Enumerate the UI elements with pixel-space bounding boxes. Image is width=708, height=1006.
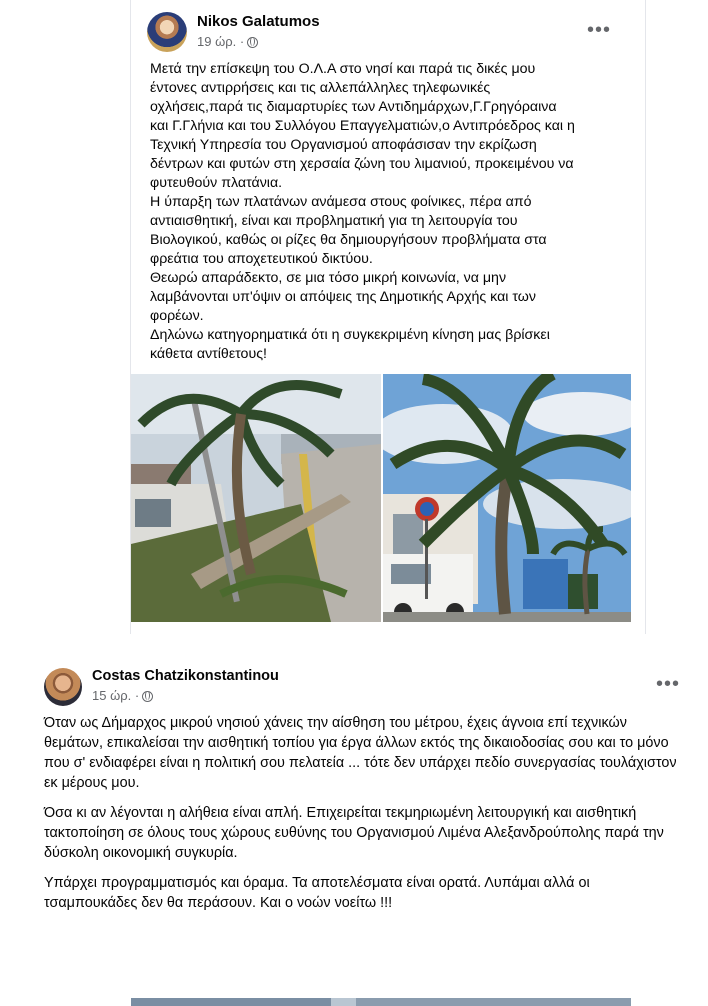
post-timestamp[interactable]: 19 ώρ. · (197, 34, 258, 49)
avatar[interactable] (147, 12, 187, 52)
more-dots-icon[interactable]: ••• (655, 673, 680, 695)
comment-costas (0, 650, 708, 924)
globe-icon (142, 691, 153, 702)
author-name[interactable]: Nikos Galatumos (197, 13, 320, 30)
globe-icon (247, 37, 258, 48)
more-dots-icon[interactable]: ••• (586, 19, 611, 41)
paragraph: Όταν ως Δήμαρχος μικρού νησιού χάνεις την αίσθηση του μέτρου, έχεις άγνοια επί τεχνικών θεμάτων, επικαλείσαι την αισθητική τοπίου για έργα άλλων εκτός της δικαιοδοσίας σου και το μόνο που σ' ενδιαφέρει είναι η πολιτική σου πελατεία ... τότε δεν υπάρχει πεδίο συνεργασίας τουλάχιστον εκ μέρους μου. (44, 715, 677, 791)
post-body-text (44, 713, 684, 923)
photo-grid (131, 374, 645, 622)
photo-strip (131, 998, 631, 1006)
paragraph: Όσα κι αν λέγονται η αλήθεια είναι απλή. Επιχειρείται τεκμηριωμένη λειτουργική και αισθητική τακτοποίηση σε όλους τους χώρους ευθύνης του Οργανισμού Λιμένα Αλεξανδρούπολης παρά την δύσκολη οικονομική συγκυρία. (44, 805, 664, 861)
post-timestamp[interactable]: 15 ώρ. · (92, 688, 153, 703)
photo-palm-street[interactable] (383, 374, 631, 622)
post-header (147, 10, 629, 54)
author-name[interactable]: Costas Chatzikonstantinou (92, 668, 279, 684)
post-body-text: Μετά την επίσκεψη του Ο.Λ.Α στο νησί και παρά τις δικές μου έντονες αντιρρήσεις και τις αλλεπάλληλες τηλεφωνικές οχλήσεις,παρά τις διαμαρτυρίες των Αντιδημάρχων,Γ.Γρηγόραινα και Γ.Γλήνια και του Συλλόγου Επαγγελματιών,ο Αντιπρόεδρος και η Τεχνική Υπηρεσία του Οργανισμού αποφάσισαν την εκρίζωση δέντρων και φυτών στη χερσαία ζώνη του λιμανιού, προκειμένου να φυτευθούν πλατάνια. Η ύπαρξη των πλατάνων ανάμεσα στους φοίνικες, πέρα από αντιαισθητική, είναι και προβληματική για τη λειτουργία του Βιολογικού, καθώς οι ρίζες θα δημιουργήσουν προβλήματα στα φρεάτια του αποχετευτικού δικτύου. Θεωρώ απαράδεκτο, σε μια τόσο μικρή κοινωνία, να μην λαμβάνονται υπ'όψιν οι απόψεις της Δημοτικής Αρχής και των φορέων. Δηλώνω κατηγορηματικά ότι η συγκεκριμένη κίνηση μας βρίσκει κάθετα αντίθετους! (150, 61, 575, 362)
photo-uprooted-palm[interactable] (131, 374, 381, 622)
avatar[interactable] (44, 668, 82, 706)
paragraph: Υπάρχει προγραμματισμός και όραμα. Τα αποτελέσματα είναι ορατά. Λυπάμαι αλλά οι τσαμπουκάδες δεν θα περάσουν. Και ο νοών νοείτω !!! (44, 875, 590, 911)
post-nikos (130, 0, 646, 634)
